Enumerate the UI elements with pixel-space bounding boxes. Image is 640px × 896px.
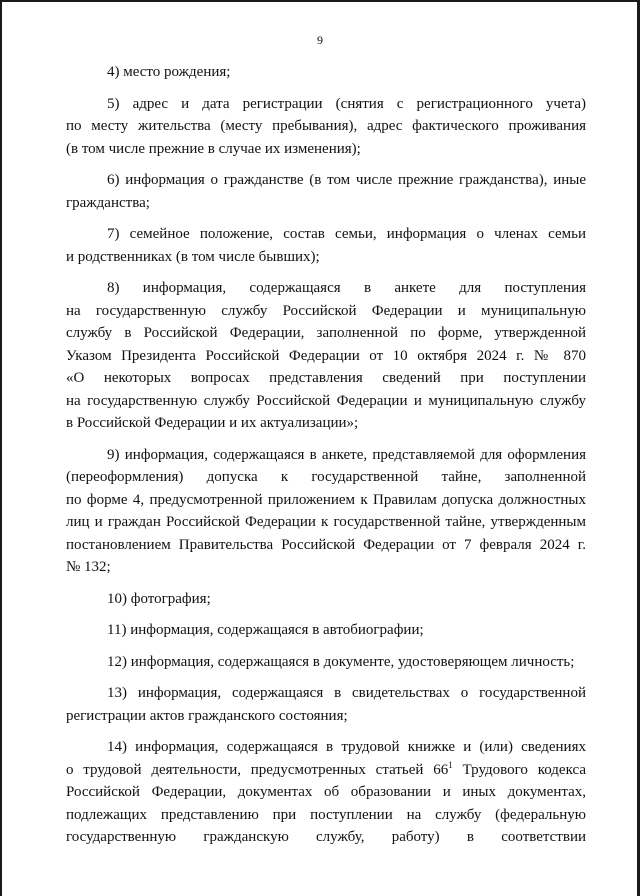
text-line: постановлением Правительства Российской Федерации от 7 февраля 2024 г. bbox=[66, 536, 586, 553]
text-line: 13) информация, содержащаяся в свидетельствах о государственной bbox=[107, 685, 586, 701]
list-item-10 bbox=[66, 588, 586, 611]
text-line: № 132; bbox=[66, 559, 111, 575]
page-number: 9 bbox=[317, 33, 323, 47]
list-item-12 bbox=[66, 651, 586, 674]
scan-border-top bbox=[0, 0, 640, 2]
text-segment: Трудового кодекса bbox=[452, 761, 586, 778]
list-item-13 bbox=[66, 682, 586, 727]
text-line: по месту жительства (месту пребывания), адрес фактического проживания bbox=[66, 118, 586, 134]
text-line: 9) информация, содержащаяся в анкете, представляемой для оформления bbox=[107, 446, 586, 463]
list-item-8 bbox=[66, 277, 586, 435]
text-line: службу в Российской Федерации, заполненной по форме, утвержденной bbox=[66, 325, 586, 341]
text-line: «О некоторых вопросах представления сведений при поступлении bbox=[66, 370, 586, 386]
text-line: подлежащих представлению при поступлении на службу (федеральную bbox=[66, 806, 586, 823]
text-line: 6) информация о гражданстве (в том числе прежние гражданства), иные bbox=[107, 172, 586, 188]
text-line: 5) адрес и дата регистрации (снятия с регистрационного учета) bbox=[107, 95, 586, 112]
text-line-with-footnote bbox=[66, 759, 586, 782]
list-item-9 bbox=[66, 444, 586, 579]
list-item-7 bbox=[66, 223, 586, 268]
list-item-4 bbox=[66, 61, 586, 84]
text-line: 8) информация, содержащаяся в анкете для поступления bbox=[107, 280, 586, 296]
text-line: лиц и граждан Российской Федерации к государственной тайне, утвержденным bbox=[66, 514, 586, 530]
text-line: по форме 4, предусмотренной приложением к Правилам допуска должностных bbox=[66, 491, 586, 508]
text-line: 11) информация, содержащаяся в автобиографии; bbox=[107, 622, 424, 638]
text-segment: о трудовой деятельности, предусмотренных статьей 66 bbox=[66, 761, 449, 778]
text-line: 7) семейное положение, состав семьи, информация о членах семьи bbox=[107, 226, 586, 242]
text-line: государственную гражданскую службу, работу) в соответствии bbox=[66, 829, 586, 845]
text-line: 14) информация, содержащаяся в трудовой книжке и (или) сведениях bbox=[107, 739, 586, 755]
text-line: (переоформления) допуска к государственной тайне, заполненной bbox=[66, 469, 586, 485]
text-line: Указом Президента Российской Федерации от 10 октября 2024 г. № 870 bbox=[66, 347, 586, 364]
list-item-6 bbox=[66, 169, 586, 214]
superscript-mark: 1 bbox=[448, 759, 453, 770]
text-line: 10) фотография; bbox=[107, 590, 211, 607]
text-line: 4) место рождения; bbox=[107, 64, 231, 80]
list-item-14 bbox=[66, 736, 586, 849]
text-line: Российской Федерации, документах об образовании и иных документах, bbox=[66, 784, 586, 800]
text-line: регистрации актов гражданского состояния; bbox=[66, 707, 348, 724]
text-line: 12) информация, содержащаяся в документе, удостоверяющем личность; bbox=[107, 653, 575, 670]
list-item-5 bbox=[66, 93, 586, 161]
text-line: в Российской Федерации и их актуализации»; bbox=[66, 415, 359, 431]
text-line: гражданства; bbox=[66, 194, 150, 211]
scan-border-left bbox=[0, 0, 2, 896]
text-line: на государственную службу Российской Федерации и муниципальную службу bbox=[66, 392, 586, 409]
text-line: и родственниках (в том числе бывших); bbox=[66, 248, 320, 265]
list-item-11 bbox=[66, 619, 586, 642]
text-line: (в том числе прежние в случае их изменения); bbox=[66, 140, 361, 157]
text-line: на государственную службу Российской Федерации и муниципальную bbox=[66, 302, 586, 319]
document-body bbox=[66, 61, 586, 858]
